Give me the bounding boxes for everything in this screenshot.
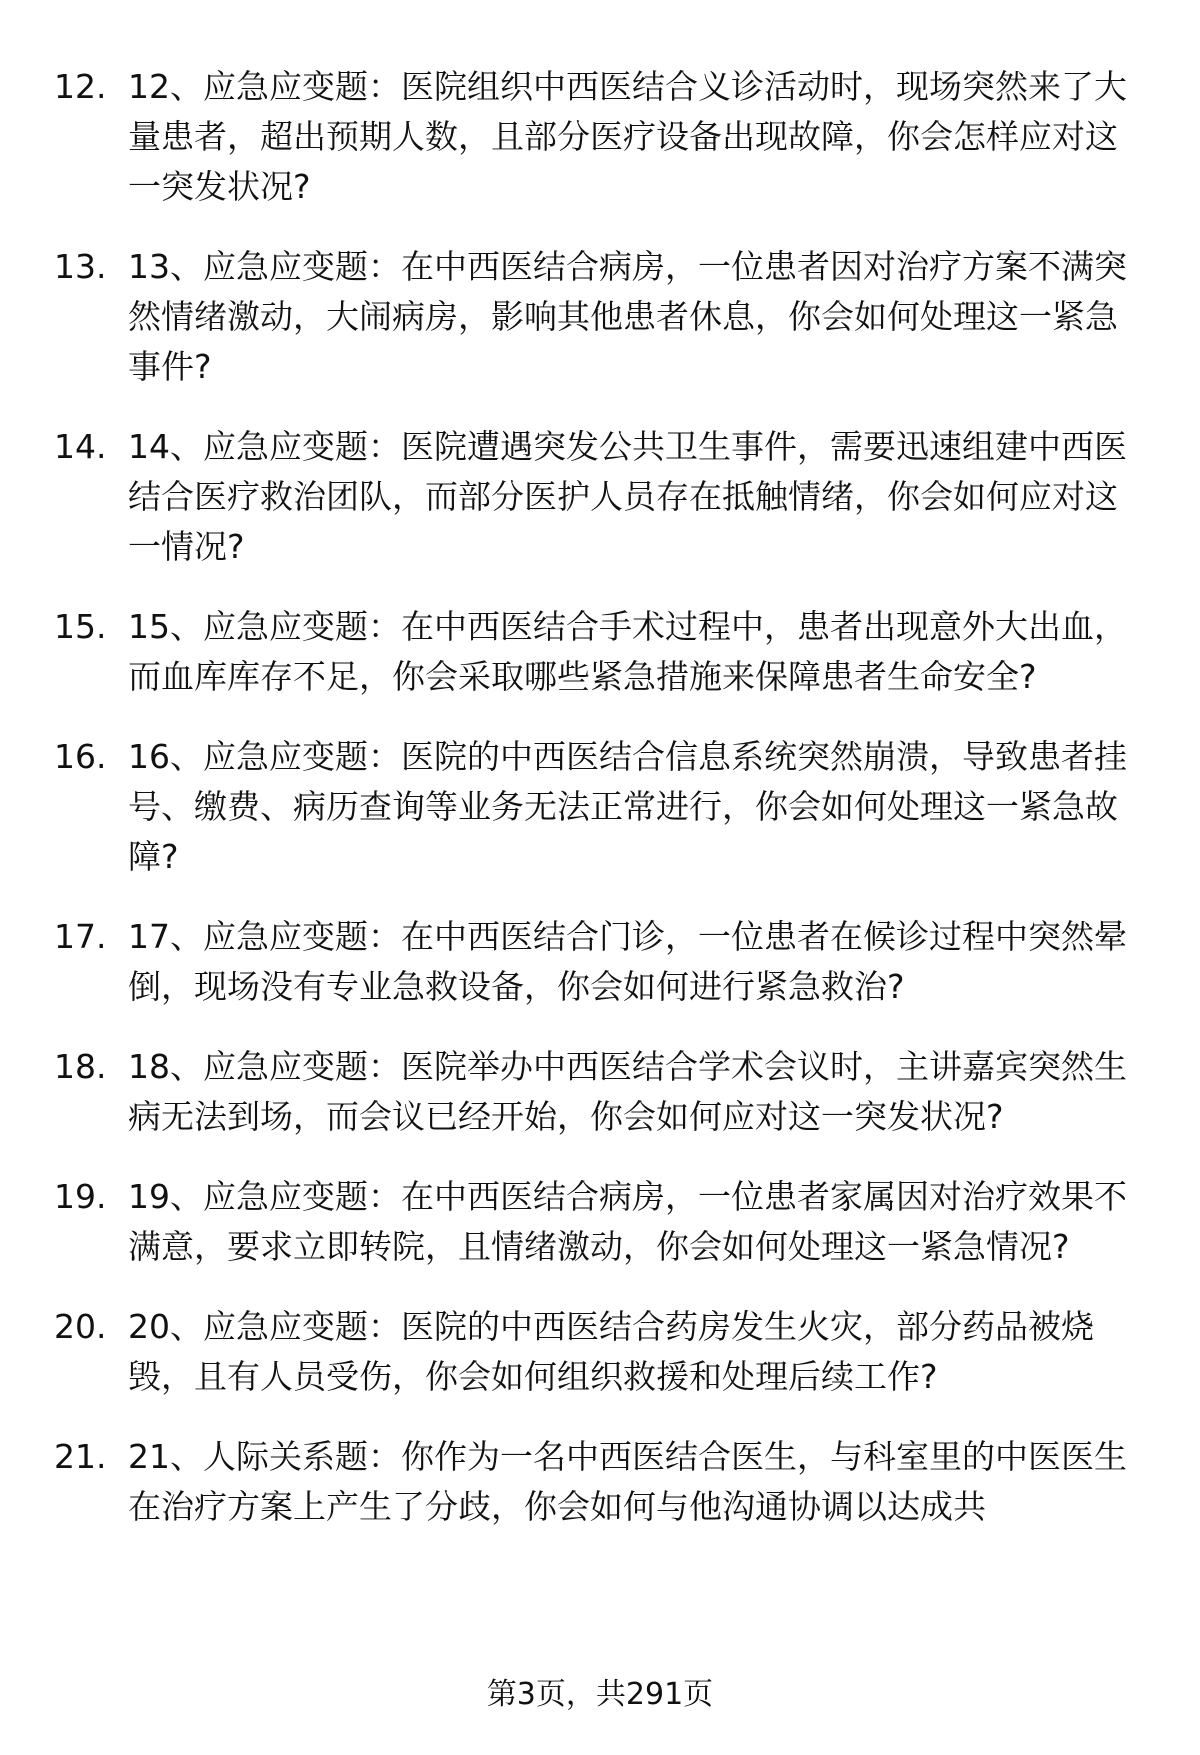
question-number: 14. [54, 427, 107, 466]
question-number: 13. [54, 247, 107, 286]
question-text: 12、应急应变题：医院组织中西医结合义诊活动时，现场突然来了大量患者，超出预期人数，且部分医疗设备出现故障，你会怎样应对这一突发状况? [128, 67, 1127, 206]
question-number: 16. [54, 737, 107, 776]
question-item [0, 1172, 1200, 1272]
question-item [0, 1432, 1200, 1532]
question-item [0, 1042, 1200, 1142]
question-item [0, 732, 1200, 882]
question-text: 20、应急应变题：医院的中西医结合药房发生火灾，部分药品被烧毁，且有人员受伤，你会如何组织救援和处理后续工作? [128, 1307, 1094, 1396]
question-item [0, 602, 1200, 702]
question-text: 16、应急应变题：医院的中西医结合信息系统突然崩溃，导致患者挂号、缴费、病历查询等业务无法正常进行，你会如何处理这一紧急故障? [128, 737, 1127, 876]
question-text: 14、应急应变题：医院遭遇突发公共卫生事件，需要迅速组建中西医结合医疗救治团队，而部分医护人员存在抵触情绪，你会如何应对这一情况? [128, 427, 1127, 566]
question-number: 19. [54, 1177, 107, 1216]
question-item [0, 62, 1200, 212]
question-number: 15. [54, 607, 107, 646]
question-number: 20. [54, 1307, 107, 1346]
question-text: 17、应急应变题：在中西医结合门诊，一位患者在候诊过程中突然晕倒，现场没有专业急救设备，你会如何进行紧急救治? [128, 917, 1127, 1006]
question-item [0, 422, 1200, 572]
question-number: 21. [54, 1437, 107, 1476]
question-text: 15、应急应变题：在中西医结合手术过程中，患者出现意外大出血，而血库库存不足，你会采取哪些紧急措施来保障患者生命安全? [128, 607, 1127, 696]
question-item [0, 1302, 1200, 1402]
question-item [0, 242, 1200, 392]
question-text: 21、人际关系题：你作为一名中西医结合医生，与科室里的中医医生在治疗方案上产生了分歧，你会如何与他沟通协调以达成共 [128, 1437, 1127, 1526]
question-item [0, 912, 1200, 1012]
question-text: 18、应急应变题：医院举办中西医结合学术会议时，主讲嘉宾突然生病无法到场，而会议已经开始，你会如何应对这一突发状况? [128, 1047, 1127, 1136]
question-number: 12. [54, 67, 107, 106]
question-number: 18. [54, 1047, 107, 1086]
question-text: 19、应急应变题：在中西医结合病房，一位患者家属因对治疗效果不满意，要求立即转院，且情绪激动，你会如何处理这一紧急情况? [128, 1177, 1127, 1266]
question-text: 13、应急应变题：在中西医结合病房，一位患者因对治疗方案不满突然情绪激动，大闹病房，影响其他患者休息，你会如何处理这一紧急事件? [128, 247, 1127, 386]
question-list [0, 62, 1200, 1562]
page-footer: 第3页，共291页 [486, 1677, 714, 1712]
question-number: 17. [54, 917, 107, 956]
